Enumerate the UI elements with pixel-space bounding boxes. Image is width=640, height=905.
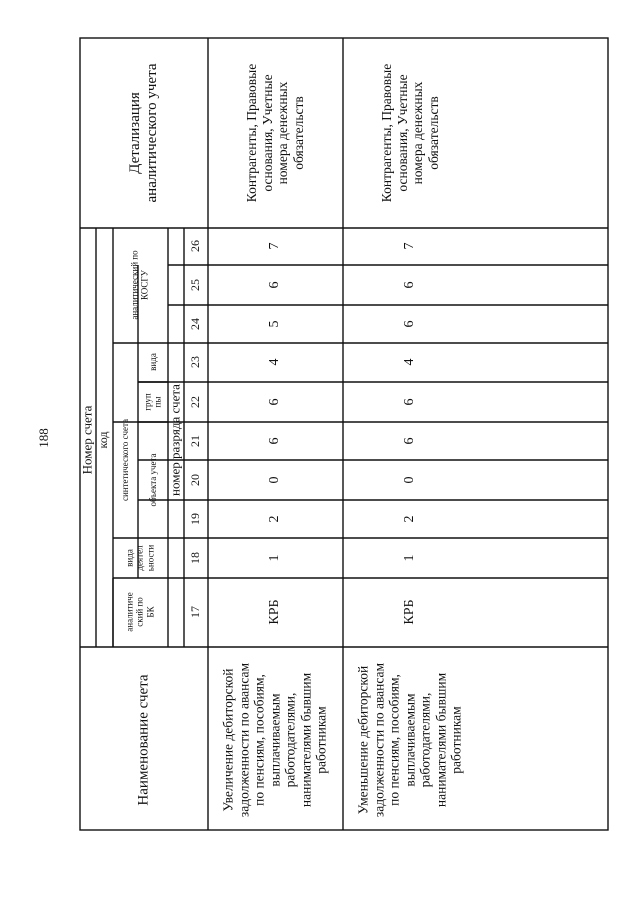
row-0-details-line: Контрагенты, Правовые <box>243 63 259 203</box>
row-1-name-line: задолженности по авансам <box>371 662 387 818</box>
digit-19: 19 <box>188 513 203 525</box>
row-1-cell-19: 2 <box>401 515 417 523</box>
row-1-details-line: номера денежных <box>410 81 425 185</box>
digit-18: 18 <box>188 552 203 564</box>
row-0-cell-26: 7 <box>266 242 282 250</box>
row-1-cell-18: 1 <box>401 554 417 562</box>
header-group <box>143 393 164 410</box>
row-1-cell-17: КРБ <box>401 599 417 625</box>
header-group-line: груп <box>142 393 153 411</box>
row-1-cell-24: 6 <box>401 320 417 328</box>
header-analytical-bk-line: ский по <box>134 597 145 627</box>
row-1-cell-23: 4 <box>401 358 417 366</box>
digit-26: 26 <box>188 240 203 252</box>
row-0-cell-18: 1 <box>266 554 282 562</box>
row-0-name-line: Увеличение дебиторской <box>220 668 236 812</box>
header-digit-number: номер разряда счета <box>167 384 183 496</box>
header-analytical-bk <box>124 592 155 631</box>
digit-23: 23 <box>188 356 203 368</box>
row-1-name-line: работодателями, <box>417 692 433 788</box>
row-0-details-line: обязательств <box>290 96 306 170</box>
header-analytical-bk-line: аналитиче <box>124 592 135 632</box>
header-activity-type-line: ьности <box>145 544 156 572</box>
row-1-cell-22: 6 <box>401 398 417 406</box>
row-0-details <box>244 64 306 202</box>
header-details <box>127 64 162 203</box>
header-type: вида <box>147 353 158 371</box>
row-0-name-line: выплачиваемым <box>267 693 283 787</box>
digit-25: 25 <box>188 279 203 291</box>
row-1-name-line: Уменьшение дебиторской <box>355 665 371 815</box>
row-0-cell-23: 4 <box>266 358 282 366</box>
row-0-name-line: работникам <box>313 706 329 774</box>
header-analytical-kosgu-line: КОСГУ <box>140 270 150 300</box>
row-1-details-line: основания, Учетные <box>394 74 410 192</box>
row-0-cell-24: 5 <box>266 320 282 328</box>
row-0-name-line: задолженности по авансам <box>236 662 252 818</box>
row-0-cell-19: 2 <box>266 515 282 523</box>
row-1-name <box>356 663 465 817</box>
row-0-cell-20: 0 <box>266 476 282 484</box>
header-activity-type-line: деятел <box>134 545 145 571</box>
row-1-cell-26: 7 <box>401 242 417 250</box>
row-0-cell-17: КРБ <box>266 599 282 625</box>
row-1-name-line: выплачиваемым <box>402 693 418 787</box>
header-group-line: пы <box>153 396 163 408</box>
row-0-cell-21: 6 <box>266 437 282 445</box>
row-0-cell-25: 6 <box>266 281 282 289</box>
row-1-name-line: нанимателями бывшим <box>433 672 449 808</box>
row-0-name <box>221 663 330 817</box>
row-1-name-line: по пенсиям, пособиям, <box>386 674 402 806</box>
row-0-details-line: основания, Учетные <box>259 74 275 192</box>
row-0-name-line: нанимателями бывшим <box>298 672 314 808</box>
digit-21: 21 <box>188 435 203 447</box>
digit-17: 17 <box>188 606 203 618</box>
row-0-cell-22: 6 <box>266 398 282 406</box>
digit-22: 22 <box>188 396 203 408</box>
row-0-details-line: номера денежных <box>275 81 290 185</box>
row-1-cell-21: 6 <box>401 437 417 445</box>
header-details-line: аналитического учета <box>144 63 160 203</box>
row-0-name-line: работодателями, <box>282 692 298 788</box>
header-analytical-kosgu <box>130 250 151 319</box>
page-number: 188 <box>35 428 51 448</box>
digit-20: 20 <box>188 474 203 486</box>
digit-24: 24 <box>188 318 203 330</box>
row-1-cell-25: 6 <box>401 281 417 289</box>
row-1-cell-20: 0 <box>401 476 417 484</box>
header-code: код <box>96 431 111 449</box>
header-details-line: Детализация <box>126 92 143 174</box>
row-1-details-line: обязательств <box>425 96 441 170</box>
row-0-name-line: по пенсиям, пособиям, <box>251 674 267 806</box>
header-synthetic: синтетического счета <box>119 418 130 502</box>
header-account-object: объекта учета <box>147 453 158 507</box>
header-activity-type <box>124 545 155 571</box>
header-account-number: Номер счета <box>79 405 95 475</box>
row-1-name-line: работникам <box>448 706 464 774</box>
header-account-name: Наименование счета <box>135 674 152 806</box>
row-1-details-line: Контрагенты, Правовые <box>378 63 394 203</box>
row-1-details <box>379 64 441 202</box>
header-analytical-bk-line: БК <box>145 606 156 618</box>
header-activity-type-line: вида <box>124 549 135 567</box>
header-analytical-kosgu-line: аналитический по <box>129 250 140 320</box>
